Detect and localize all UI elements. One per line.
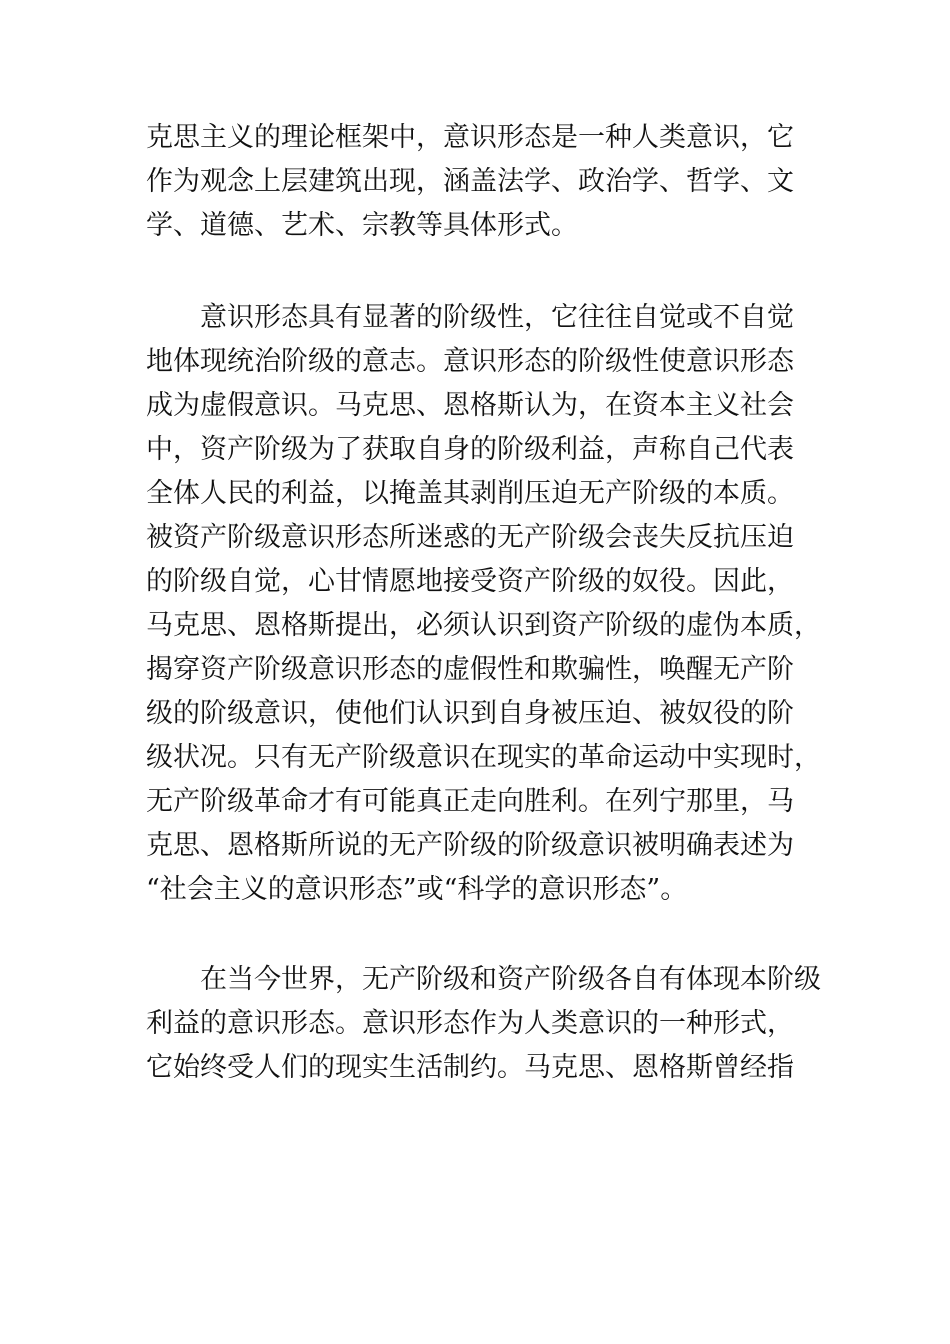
paragraph-line: 无产阶级革命才有可能真正走向胜利。在列宁那里，马 (146, 786, 794, 817)
paragraph-2 (146, 296, 836, 912)
paragraph-line: 学、道德、艺术、宗教等具体形式。 (146, 210, 578, 241)
paragraph-line: 马克思、恩格斯提出，必须认识到资产阶级的虚伪本质， (146, 610, 821, 641)
paragraph-line: 的阶级自觉，心甘情愿地接受资产阶级的奴役。因此， (146, 566, 794, 597)
paragraph-line: 中，资产阶级为了获取自身的阶级利益，声称自己代表 (146, 434, 794, 465)
paragraph-line: 在当今世界，无产阶级和资产阶级各自有体现本阶级 (200, 964, 821, 995)
paragraph-line: “社会主义的意识形态”或“科学的意识形态”。 (146, 874, 688, 905)
paragraph-line: 被资产阶级意识形态所迷惑的无产阶级会丧失反抗压迫 (146, 522, 794, 553)
paragraph-line: 它始终受人们的现实生活制约。马克思、恩格斯曾经指 (146, 1052, 794, 1083)
paragraph-line: 级状况。只有无产阶级意识在现实的革命运动中实现时， (146, 742, 821, 773)
paragraph-line: 作为观念上层建筑出现，涵盖法学、政治学、哲学、文 (146, 166, 794, 197)
paragraph-line: 克思主义的理论框架中，意识形态是一种人类意识，它 (146, 122, 794, 153)
paragraph-line: 意识形态具有显著的阶级性，它往往自觉或不自觉 (200, 302, 794, 333)
paragraph-line: 利益的意识形态。意识形态作为人类意识的一种形式， (146, 1008, 794, 1039)
paragraph-line: 全体人民的利益，以掩盖其剥削压迫无产阶级的本质。 (146, 478, 794, 509)
paragraph-line: 地体现统治阶级的意志。意识形态的阶级性使意识形态 (146, 346, 794, 377)
paragraph-line: 级的阶级意识，使他们认识到自身被压迫、被奴役的阶 (146, 698, 794, 729)
paragraph-3 (146, 958, 836, 1090)
paragraph-line: 揭穿资产阶级意识形态的虚假性和欺骗性，唤醒无产阶 (146, 654, 794, 685)
paragraph-line: 克思、恩格斯所说的无产阶级的阶级意识被明确表述为 (146, 830, 794, 861)
paragraph-line: 成为虚假意识。马克思、恩格斯认为，在资本主义社会 (146, 390, 794, 421)
paragraph-1 (146, 116, 836, 248)
